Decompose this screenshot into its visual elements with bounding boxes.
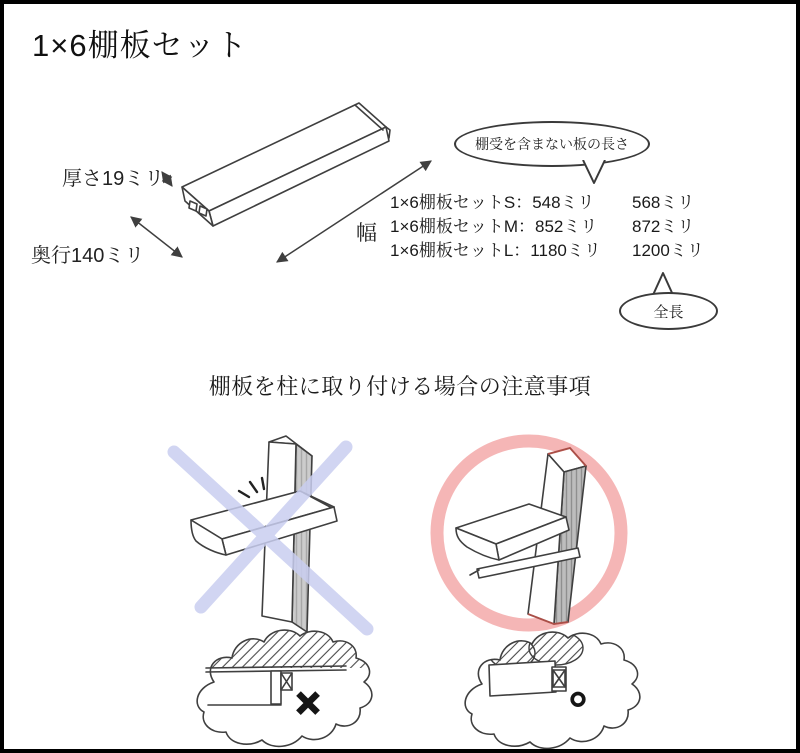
size-row-l [390,239,704,263]
size-row-s [390,191,704,215]
total-length-note-text: 全長 [653,303,684,321]
pillar-section-hatch [194,624,369,668]
board-length-note-bubble [454,121,650,167]
colon: ： [518,217,535,236]
board-length: 852ミリ [535,217,598,236]
total-length: 872ミリ [632,217,695,236]
wrong-mounting-illustration [144,424,424,753]
page-title: 1×6棚板セット [32,28,248,63]
ok-mark: ○ [569,683,587,715]
total-length: 1200ミリ [632,241,704,260]
size-name: 1×6棚板セットS [390,193,516,212]
size-name: 1×6棚板セットL [390,241,514,260]
colon: ： [515,193,533,212]
colon: ： [513,241,531,260]
correct-mounting-illustration [429,429,674,753]
detail-cloud-ok [465,631,640,748]
size-row-m [390,215,704,239]
board-length-note-text: 棚受を含まない板の長さ [475,136,629,152]
board-section [489,661,556,696]
board-length: 1180ミリ [530,241,601,260]
caution-heading: 棚板を柱に取り付ける場合の注意事項 [208,374,592,399]
thickness-label: 厚さ19ミリ [62,168,165,190]
size-name: 1×6棚板セットM [390,217,518,236]
size-list [390,191,704,263]
total-length: 568ミリ [632,193,695,212]
board-length: 548ミリ [532,193,595,212]
total-length-note-bubble [619,292,718,330]
detail-cloud-ng [194,624,372,746]
bracket-section [271,671,281,704]
width-label: 幅 [356,222,377,245]
board-length-bubble-tail [580,160,610,186]
depth-label: 奥行140ミリ [31,245,145,267]
ng-mark: × [295,679,321,726]
stress-marks-icon [239,478,264,497]
